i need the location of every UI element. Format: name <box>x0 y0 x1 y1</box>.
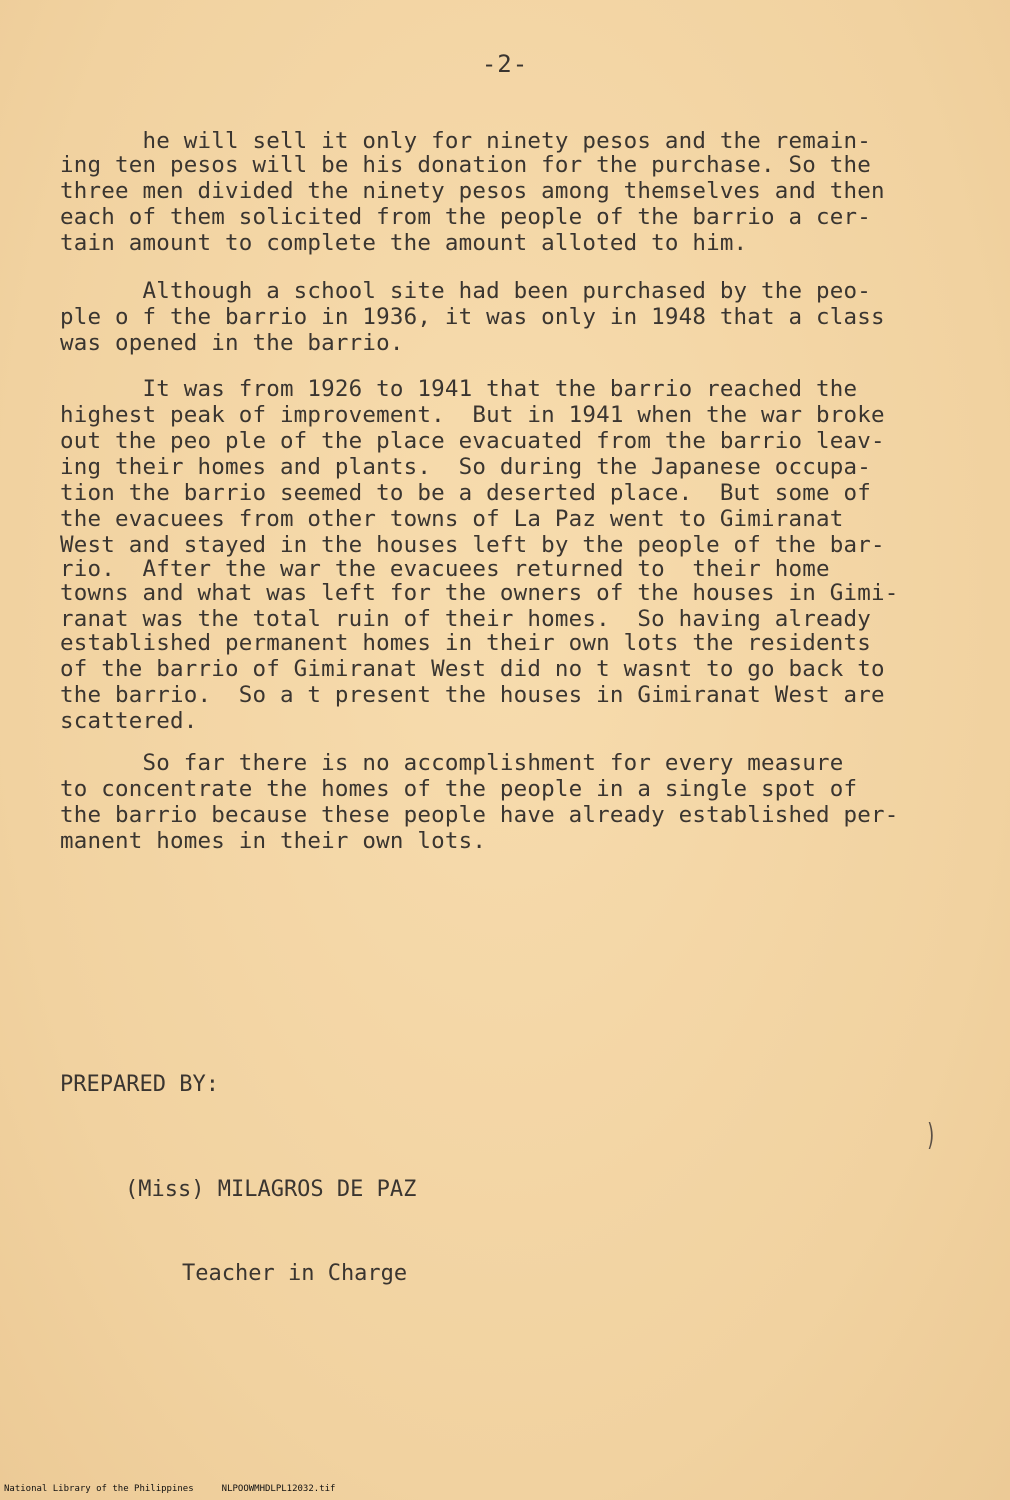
text-line: ranat was the total ruin of their homes. So having already <box>60 606 872 632</box>
signer-title: Teacher in Charge <box>182 1261 408 1286</box>
signature-block <box>125 1120 416 1344</box>
text-line: he will sell it only for ninety pesos and the remain- <box>60 128 872 154</box>
text-line: the evacuees from other towns of La Paz went to Gimiranat <box>60 506 844 532</box>
text-line: manent homes in their own lots. <box>60 828 487 854</box>
signer-name: (Miss) MILAGROS DE PAZ <box>125 1177 417 1202</box>
text-line: was opened in the barrio. <box>60 330 404 356</box>
text-line: the barrio because these people have already established per- <box>60 802 899 828</box>
text-line: each of them solicited from the people of the barrio a cer- <box>60 204 872 230</box>
text-line: So far there is no accomplishment for every measure <box>60 750 844 776</box>
text-line: ple o f the barrio in 1936, it was only in 1948 that a class <box>60 304 885 330</box>
text-line: established permanent homes in their own lots the residents <box>60 630 872 656</box>
footer-filename: NLPOOWMHDLPL12032.tif <box>221 1484 336 1494</box>
text-line: to concentrate the homes of the people in a single spot of <box>60 776 858 802</box>
prepared-by-label: PREPARED BY: <box>60 1072 219 1097</box>
text-line: West and stayed in the houses left by the people of the bar- <box>60 532 885 558</box>
text-line: ing ten pesos will be his donation for the purchase. So the <box>60 152 872 178</box>
footer-library: National Library of the Philippines <box>4 1484 194 1494</box>
text-line: tion the barrio seemed to be a deserted place. But some of <box>60 480 872 506</box>
text-line: highest peak of improvement. But in 1941 when the war broke <box>60 402 885 428</box>
text-line: ing their homes and plants. So during the Japanese occupa- <box>60 454 872 480</box>
text-line: tain amount to complete the amount alloted to him. <box>60 230 748 256</box>
archive-footer <box>4 1484 335 1494</box>
margin-bracket-mark: ) <box>925 1118 937 1153</box>
text-line: three men divided the ninety pesos among themselves and then <box>60 178 885 204</box>
text-line: rio. After the war the evacuees returned to their home <box>60 556 830 582</box>
text-line: the barrio. So a t present the houses in Gimiranat West are <box>60 682 885 708</box>
text-line: Although a school site had been purchased by the peo- <box>60 278 872 304</box>
text-line: of the barrio of Gimiranat West did no t wasnt to go back to <box>60 656 885 682</box>
text-line: towns and what was left for the owners of the houses in Gimi- <box>60 580 899 606</box>
text-line: out the peo ple of the place evacuated from the barrio leav- <box>60 428 885 454</box>
text-line: It was from 1926 to 1941 that the barrio reached the <box>60 376 858 402</box>
text-line: scattered. <box>60 708 198 734</box>
page-number: -2- <box>481 50 529 78</box>
